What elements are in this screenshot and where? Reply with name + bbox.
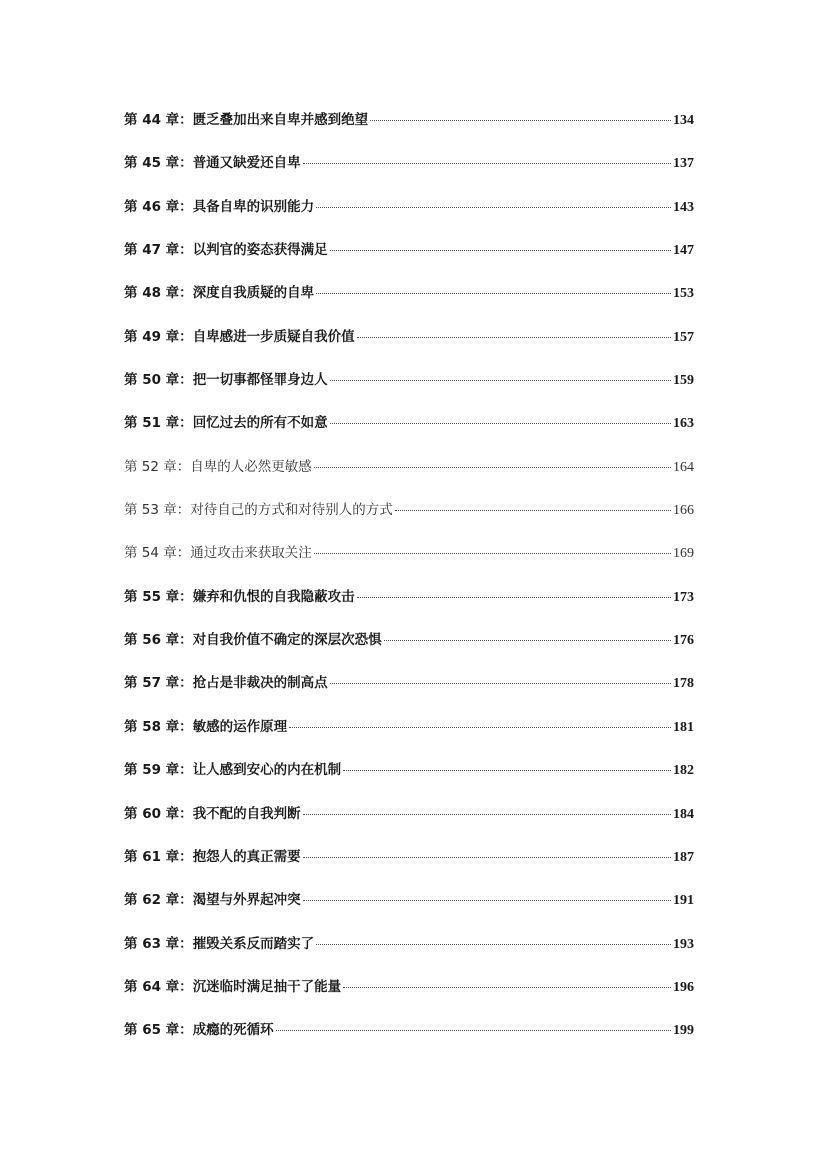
toc-entry[interactable] bbox=[124, 630, 694, 673]
toc-chapter-number: 第 65 章： bbox=[124, 1022, 193, 1039]
toc-chapter-title: 让人感到安心的内在机制 bbox=[192, 762, 342, 779]
toc-chapter-title: 抱怨人的真正需要 bbox=[192, 848, 301, 865]
toc-chapter-title: 把一切事都怪罪身边人 bbox=[192, 372, 328, 389]
toc-dot-leader bbox=[276, 1030, 671, 1031]
toc-chapter-number: 第 63 章： bbox=[124, 935, 193, 952]
toc-page-number: 153 bbox=[673, 286, 694, 302]
toc-page-number: 143 bbox=[673, 199, 694, 215]
toc-entry[interactable] bbox=[124, 543, 694, 586]
toc-chapter-number: 第 60 章： bbox=[124, 805, 193, 822]
toc-page-number: 159 bbox=[673, 373, 694, 389]
toc-page-number: 187 bbox=[673, 849, 694, 865]
toc-page-number: 134 bbox=[673, 113, 694, 128]
toc-dot-leader bbox=[314, 467, 671, 468]
toc-dot-leader bbox=[314, 553, 671, 554]
toc-dot-leader bbox=[343, 987, 671, 988]
toc-entry[interactable] bbox=[124, 110, 694, 153]
toc-page-number: 176 bbox=[673, 633, 694, 649]
toc-chapter-title: 对自我价值不确定的深层次恐惧 bbox=[192, 632, 382, 649]
toc-dot-leader bbox=[303, 814, 671, 815]
toc-entry[interactable] bbox=[124, 370, 694, 413]
toc-entry[interactable] bbox=[124, 457, 694, 500]
toc-chapter-title: 普通又缺爱还自卑 bbox=[192, 155, 301, 172]
toc-entry[interactable] bbox=[124, 673, 694, 716]
toc-dot-leader bbox=[330, 423, 671, 424]
toc-entry[interactable] bbox=[124, 587, 694, 630]
toc-chapter-title: 抢占是非裁决的制高点 bbox=[192, 675, 328, 692]
toc-chapter-number: 第 51 章： bbox=[124, 415, 193, 432]
toc-page-number: 137 bbox=[673, 156, 694, 172]
toc-entry[interactable] bbox=[124, 197, 694, 240]
toc-chapter-number: 第 59 章： bbox=[124, 762, 193, 779]
toc-entry[interactable] bbox=[124, 153, 694, 196]
toc-chapter-number: 第 46 章： bbox=[124, 198, 193, 215]
toc-dot-leader bbox=[395, 510, 671, 511]
toc-chapter-number: 第 53 章： bbox=[124, 502, 191, 519]
toc-chapter-title: 沉迷临时满足抽干了能量 bbox=[192, 978, 342, 995]
toc-page-number: 147 bbox=[673, 243, 694, 259]
toc-entry[interactable] bbox=[124, 760, 694, 803]
toc-chapter-number: 第 62 章： bbox=[124, 892, 193, 909]
toc-page-number: 157 bbox=[673, 329, 694, 345]
toc-entry[interactable] bbox=[124, 717, 694, 760]
toc-dot-leader bbox=[316, 293, 671, 294]
toc-chapter-title: 自卑感进一步质疑自我价值 bbox=[192, 328, 355, 345]
toc-chapter-title: 对待自己的方式和对待别人的方式 bbox=[190, 502, 393, 519]
toc-dot-leader bbox=[330, 683, 671, 684]
toc-chapter-number: 第 58 章： bbox=[124, 718, 193, 735]
toc-chapter-title: 我不配的自我判断 bbox=[192, 805, 301, 822]
toc-chapter-title: 回忆过去的所有不如意 bbox=[192, 415, 328, 432]
toc-page-number: 191 bbox=[673, 893, 694, 909]
toc-dot-leader bbox=[303, 857, 671, 858]
toc-dot-leader bbox=[303, 163, 671, 164]
toc-page-number: 184 bbox=[673, 806, 694, 822]
table-of-contents bbox=[124, 110, 694, 1064]
toc-entry[interactable] bbox=[124, 327, 694, 370]
toc-chapter-title: 嫌弃和仇恨的自我隐蔽攻击 bbox=[192, 588, 355, 605]
toc-entry[interactable] bbox=[124, 1020, 694, 1063]
toc-chapter-number: 第 48 章： bbox=[124, 285, 193, 302]
toc-chapter-title: 自卑的人必然更敏感 bbox=[190, 458, 312, 475]
toc-page-number: 178 bbox=[673, 676, 694, 692]
toc-chapter-number: 第 56 章： bbox=[124, 632, 193, 649]
toc-dot-leader bbox=[357, 337, 671, 338]
toc-dot-leader bbox=[303, 900, 671, 901]
toc-chapter-number: 第 47 章： bbox=[124, 242, 193, 259]
toc-chapter-title: 渴望与外界起冲突 bbox=[192, 892, 301, 909]
toc-chapter-title: 摧毁关系反而踏实了 bbox=[192, 935, 315, 952]
toc-dot-leader bbox=[357, 597, 671, 598]
toc-chapter-number: 第 45 章： bbox=[124, 155, 193, 172]
toc-dot-leader bbox=[330, 380, 671, 381]
toc-dot-leader bbox=[289, 727, 671, 728]
toc-page-number: 173 bbox=[673, 589, 694, 605]
toc-dot-leader bbox=[370, 120, 671, 121]
toc-chapter-number: 第 50 章： bbox=[124, 372, 193, 389]
toc-page-number: 163 bbox=[673, 416, 694, 432]
toc-page-number: 164 bbox=[673, 459, 694, 475]
toc-entry[interactable] bbox=[124, 240, 694, 283]
toc-chapter-number: 第 49 章： bbox=[124, 328, 193, 345]
toc-chapter-number: 第 54 章： bbox=[124, 545, 191, 562]
toc-entry[interactable] bbox=[124, 934, 694, 977]
toc-entry[interactable] bbox=[124, 804, 694, 847]
toc-dot-leader bbox=[330, 250, 671, 251]
toc-chapter-number: 第 52 章： bbox=[124, 458, 191, 475]
toc-chapter-title: 以判官的姿态获得满足 bbox=[192, 242, 328, 259]
toc-chapter-title: 敏感的运作原理 bbox=[192, 718, 288, 735]
toc-chapter-title: 深度自我质疑的自卑 bbox=[192, 285, 315, 302]
toc-page-number: 193 bbox=[673, 936, 694, 952]
toc-chapter-number: 第 64 章： bbox=[124, 978, 193, 995]
toc-entry[interactable] bbox=[124, 847, 694, 890]
toc-page-number: 196 bbox=[673, 979, 694, 995]
toc-chapter-number: 第 57 章： bbox=[124, 675, 193, 692]
toc-chapter-number: 第 61 章： bbox=[124, 848, 193, 865]
toc-entry[interactable] bbox=[124, 977, 694, 1020]
toc-chapter-title: 具备自卑的识别能力 bbox=[192, 198, 315, 215]
toc-chapter-number: 第 55 章： bbox=[124, 588, 193, 605]
toc-page-number: 182 bbox=[673, 763, 694, 779]
toc-entry[interactable] bbox=[124, 890, 694, 933]
toc-page-number: 169 bbox=[673, 546, 694, 562]
toc-entry[interactable] bbox=[124, 413, 694, 456]
toc-entry[interactable] bbox=[124, 283, 694, 326]
toc-dot-leader bbox=[316, 944, 671, 945]
toc-page-number: 199 bbox=[673, 1023, 694, 1039]
toc-dot-leader bbox=[343, 770, 671, 771]
toc-entry[interactable] bbox=[124, 500, 694, 543]
toc-dot-leader bbox=[316, 207, 671, 208]
toc-chapter-number: 第 44 章： bbox=[124, 112, 193, 128]
toc-dot-leader bbox=[384, 640, 671, 641]
toc-chapter-title: 通过攻击来获取关注 bbox=[190, 545, 312, 562]
toc-page-number: 166 bbox=[673, 503, 694, 519]
toc-chapter-title: 匮乏叠加出来自卑并感到绝望 bbox=[192, 112, 369, 128]
toc-page-number: 181 bbox=[673, 719, 694, 735]
toc-chapter-title: 成瘾的死循环 bbox=[192, 1022, 274, 1039]
